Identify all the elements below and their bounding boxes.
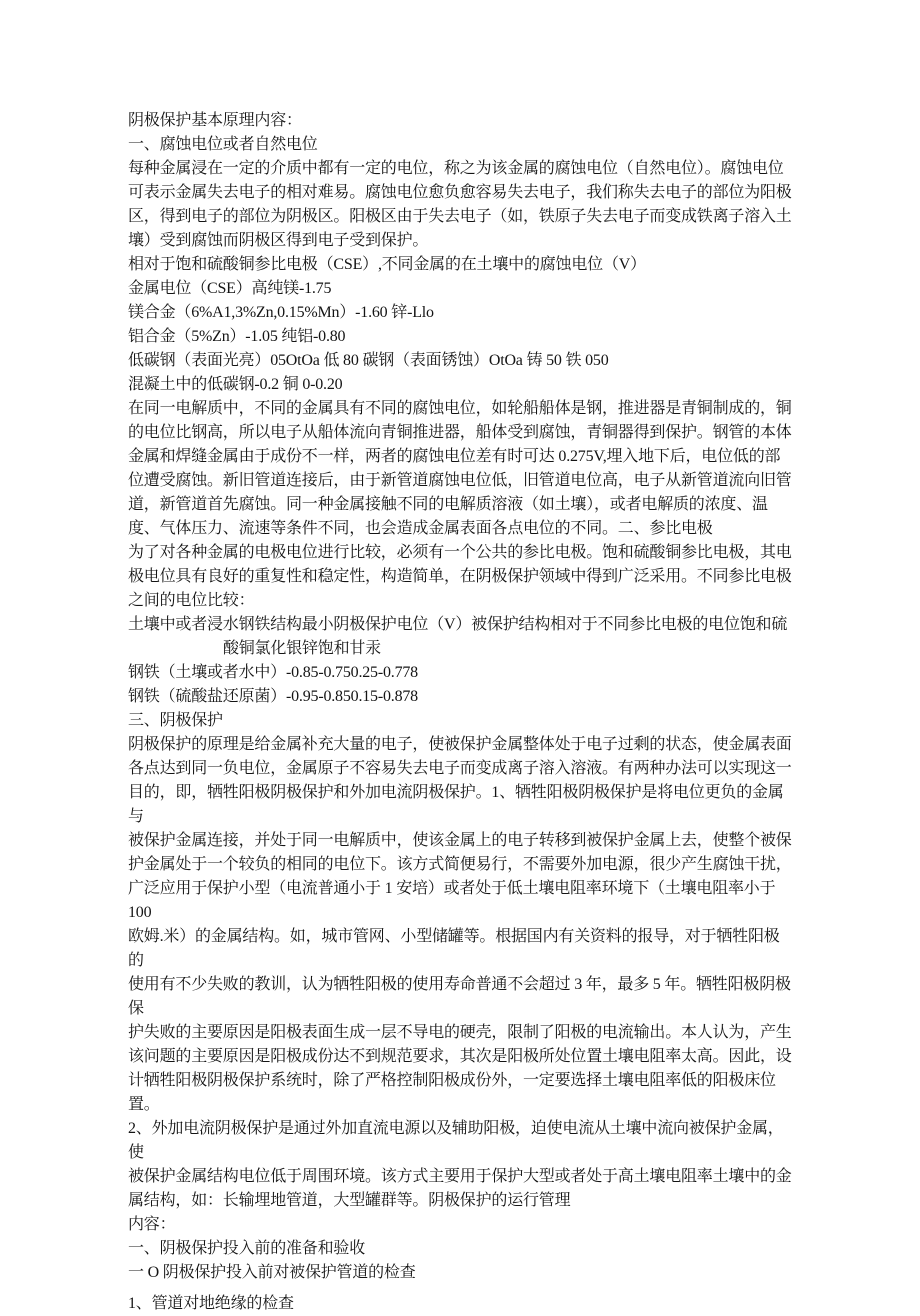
doc-text-line: 该问题的主要原因是阳极成份达不到规范要求，其次是阳极所处位置土壤电阻率太高。因此，设: [128, 1048, 792, 1065]
doc-text-line: 被保护金属连接，并处于同一电解质中，使该金属上的电子转移到被保护金属上去，使整个被保: [128, 832, 792, 849]
doc-text-line: 相对于饱和硫酸铜参比电极（CSE）,不同金属的在土壤中的腐蚀电位（V）: [128, 256, 646, 273]
doc-text-line: 钢铁（硫酸盐还原菌）-0.95-0.850.15-0.878: [128, 688, 418, 705]
doc-text-line: 为了对各种金属的电极电位进行比较，必须有一个公共的参比电极。饱和硫酸铜参比电极，其电: [128, 544, 792, 561]
doc-text-line: 金属电位（CSE）高纯镁-1.75: [128, 280, 332, 297]
doc-text-line: 阴极保护的原理是给金属补充大量的电子，使被保护金属整体处于电子过剩的状态，使金属表面: [128, 736, 792, 753]
doc-text-line: 欧姆.米）的金属结构。如，城市管网、小型储罐等。根据国内有关资料的报导，对于牺牲阳极的: [128, 928, 780, 969]
doc-text-line: 每种金属浸在一定的介质中都有一定的电位，称之为该金属的腐蚀电位（自然电位）。腐蚀电位: [128, 160, 784, 177]
doc-text-line: 1、管道对地绝缘的检查: [128, 1295, 294, 1312]
doc-text-line: 区，得到电子的部位为阴极区。阳极区由于失去电子（如，铁原子失去电子而变成铁离子溶入土: [128, 208, 792, 225]
doc-text-line: 各点达到同一负电位，金属原子不容易失去电子而变成离子溶入溶液。有两种办法可以实现这一: [128, 760, 792, 777]
doc-text-line: 金属和焊缝金属由于成份不一样，两者的腐蚀电位差有时可达 0.275V,埋入地下后，电位低的部: [128, 448, 781, 465]
doc-text-line: 壤）受到腐蚀而阴极区得到电子受到保护。: [128, 232, 429, 249]
doc-text-line: 目的，即，牺牲阳极阴极保护和外加电流阴极保护。1、牺牲阳极阴极保护是将电位更负的金属与: [128, 784, 784, 825]
doc-text-line: 位遭受腐蚀。新旧管道连接后，由于新管道腐蚀电位低，旧管道电位高，电子从新管道流向旧管: [128, 472, 792, 489]
doc-text-line: 属结构，如：长输埋地管道，大型罐群等。阴极保护的运行管理: [128, 1192, 571, 1209]
doc-text-line: 铝合金（5%Zn）-1.05 纯铝-0.80: [128, 328, 346, 345]
section-heading-line: 一 O 阴极保护投入前对被保护管道的检查: [128, 1264, 416, 1281]
doc-text-line: 之间的电位比较：: [128, 592, 255, 609]
doc-text-line: 土壤中或者浸水钢铁结构最小阴极保护电位（V）被保护结构相对于不同参比电极的电位饱和硫: [128, 616, 788, 633]
doc-text-line: 道，新管道首先腐蚀。同一种金属接触不同的电解质溶液（如土壤），或者电解质的浓度、温: [128, 496, 768, 513]
doc-text-line: 钢铁（土壤或者水中）-0.85-0.750.25-0.778: [128, 664, 418, 681]
doc-text-line: 低碳钢（表面光亮）05OtOa 低 80 碳钢（表面锈蚀）OtOa 铸 50 铁 050: [128, 352, 609, 369]
doc-text-line: 计牺牲阳极阴极保护系统时，除了严格控制阳极成份外，一定要选择土壤电阻率低的阳极床位置。: [128, 1072, 776, 1113]
section-heading-line: 三、阴极保护: [128, 712, 223, 729]
section-heading-line: 一、腐蚀电位或者自然电位: [128, 136, 318, 153]
doc-text-line: 镁合金（6%A1,3%Zn,0.15%Mn）-1.60 锌-Llo: [128, 304, 434, 321]
doc-text-line: 护失败的主要原因是阳极表面生成一层不导电的硬壳，限制了阳极的电流输出。本人认为，产生: [128, 1024, 792, 1041]
doc-text-line: 被保护金属结构电位低于周围环境。该方式主要用于保护大型或者处于高土壤电阻率土壤中的金: [128, 1168, 792, 1185]
doc-text-line: 在同一电解质中，不同的金属具有不同的腐蚀电位，如轮船船体是钢，推进器是青铜制成的，铜: [128, 400, 792, 417]
section-heading-line: 一、阴极保护投入前的准备和验收: [128, 1240, 366, 1257]
doc-text-line: 广泛应用于保护小型（电流普通小于 1 安培）或者处于低土壤电阻率环境下（土壤电阻率小于 100: [128, 880, 780, 921]
doc-text-line: 2、外加电流阴极保护是通过外加直流电源以及辅助阳极，迫使电流从土壤中流向被保护金属，使: [128, 1120, 784, 1161]
doc-text-line: 极电位具有良好的重复性和稳定性，构造简单，在阴极保护领域中得到广泛采用。不同参比电极: [128, 568, 792, 585]
doc-text-line: 可表示金属失去电子的相对难易。腐蚀电位愈负愈容易失去电子，我们称失去电子的部位为阳极: [128, 184, 792, 201]
doc-text-line: 内容：: [128, 1216, 176, 1233]
doc-text-line: 使用有不少失败的教训，认为牺牲阳极的使用寿命普通不会超过 3 年，最多 5 年。牺牲阳极阴极保: [128, 976, 791, 1017]
doc-text-line: 度、气体压力、流速等条件不同，也会造成金属表面各点电位的不同。二、参比电极: [128, 520, 713, 537]
doc-text-line: 的电位比钢高，所以电子从船体流向青铜推进器，船体受到腐蚀，青铜器得到保护。钢管的本体: [128, 424, 792, 441]
doc-title-line: 阴极保护基本原理内容：: [128, 112, 302, 129]
doc-text-line: 混凝土中的低碳钢-0.2 铜 0-0.20: [128, 376, 343, 393]
doc-text-line-indented: 酸铜氯化银锌饱和甘汞: [223, 640, 382, 657]
doc-text-line: 护金属处于一个较负的相同的电位下。该方式简便易行，不需要外加电源，很少产生腐蚀干扰，: [128, 856, 792, 873]
